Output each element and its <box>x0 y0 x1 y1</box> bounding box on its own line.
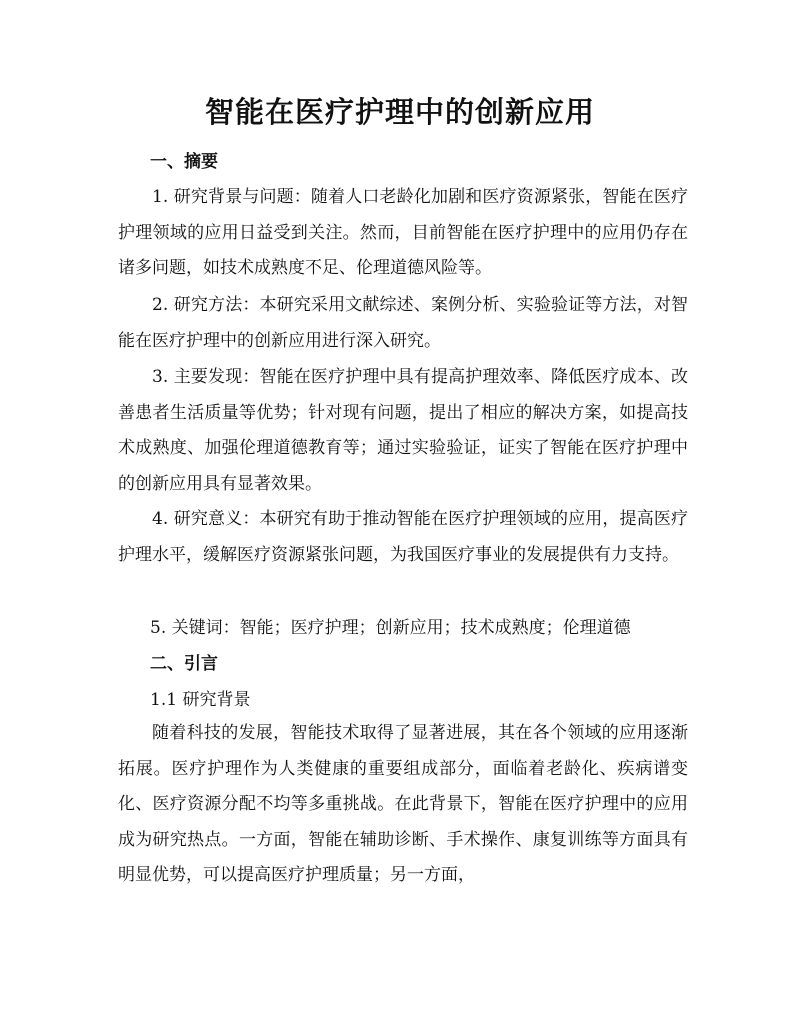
abstract-item-1: 1. 研究背景与问题：随着人口老龄化加剧和医疗资源紧张，智能在医疗护理领域的应用日益受到关注。然而，目前智能在医疗护理中的应用仍存在诸多问题，如技术成熟度不足、伦理道德风险等。 <box>118 187 688 278</box>
intro-heading: 二、引言 <box>150 654 218 674</box>
document-title: 智能在医疗护理中的创新应用 <box>204 95 595 129</box>
abstract-item-3: 3. 主要发现：智能在医疗护理中具有提高护理效率、降低医疗成本、改善患者生活质量等优势；针对现有问题，提出了相应的解决方案，如提高技术成熟度、加强伦理道德教育等；通过实验验证，证实了智能在医疗护理中的创新应用具有显著效果。 <box>118 367 688 494</box>
keywords-line: 5. 关键词：智能；医疗护理；创新应用；技术成熟度；伦理道德 <box>150 618 631 638</box>
abstract-item-2: 2. 研究方法：本研究采用文献综述、案例分析、实验验证等方法，对智能在医疗护理中的创新应用进行深入研究。 <box>118 295 688 351</box>
intro-paragraph: 随着科技的发展，智能技术取得了显著进展，其在各个领域的应用逐渐拓展。医疗护理作为人类健康的重要组成部分，面临着老龄化、疾病谱变化、医疗资源分配不均等多重挑战。在此背景下，智能在医疗护理中的应用成为研究热点。一方面，智能在辅助诊断、手术操作、康复训练等方面具有明显优势，可以提高医疗护理质量；另一方面， <box>118 723 688 885</box>
abstract-item-4: 4. 研究意义：本研究有助于推动智能在医疗护理领域的应用，提高医疗护理水平，缓解医疗资源紧张问题，为我国医疗事业的发展提供有力支持。 <box>118 509 688 565</box>
intro-subheading: 1.1 研究背景 <box>150 690 251 710</box>
abstract-heading: 一、摘要 <box>150 152 218 172</box>
